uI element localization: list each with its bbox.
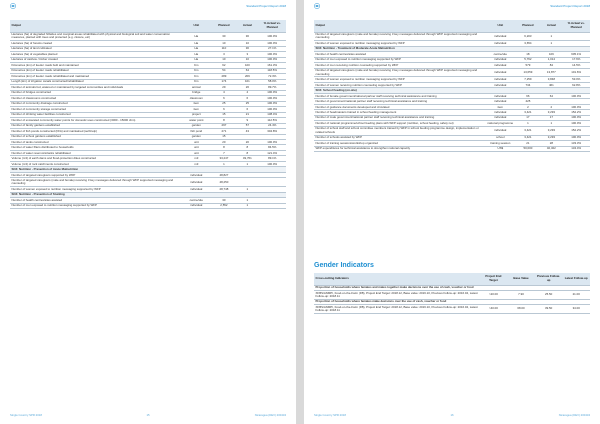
table-cell: Number of men exposed to nutrition messaging supported by WFP xyxy=(314,57,485,62)
table-cell: US$ xyxy=(485,146,515,151)
table-cell: 101 xyxy=(236,79,258,84)
table-cell: 8 xyxy=(211,145,236,150)
table-cell: Number of school gardens established xyxy=(10,134,181,139)
table-cell: 28 xyxy=(540,141,562,146)
table-cell: 27.1% xyxy=(258,46,286,51)
table-cell: individual xyxy=(485,77,515,82)
table-cell: 18 xyxy=(515,52,540,57)
table-cell: 2,552 xyxy=(211,203,236,208)
table-cell: 100.0% xyxy=(258,57,286,62)
table-row xyxy=(314,305,590,314)
table-cell: Number of national programme/school feeding plans with WFP support (nutrition, school feeding, safety net) xyxy=(314,121,485,126)
table-cell: 100.0% xyxy=(258,52,286,57)
table-cell: Number of women exposed to nutrition messaging supported by WFP xyxy=(314,41,485,46)
table-cell: unit xyxy=(181,150,211,155)
table-cell: item xyxy=(485,104,515,109)
table-cell: 3,421 xyxy=(515,110,540,115)
table-cell: individual xyxy=(485,32,515,41)
table-cell: Number of fish ponds constructed (FFA) and maintained (self-help) xyxy=(10,129,181,134)
table-cell: individual xyxy=(485,115,515,120)
table-cell: Kilometres (km) of feeder roads rehabilitated xyxy=(10,68,181,73)
table-cell: 100.0% xyxy=(562,115,590,120)
table-cell: Km xyxy=(181,79,211,84)
table-cell: 25 xyxy=(236,101,258,106)
table-cell: Number of excavated community water points for domestic uses constructed (3000 - 15000 cbm) xyxy=(10,118,181,123)
table-cell: >40.00 xyxy=(480,305,508,314)
table-cell: 33,247 xyxy=(211,156,236,161)
table-cell: Volume (m3) of earth dams and flood-protection dikes constructed xyxy=(10,156,181,161)
table-cell: Hectares (ha) of forests created xyxy=(10,41,181,46)
table-cell: Kilometres (km) of feeder roads built and maintained xyxy=(10,63,181,68)
table-cell: 3,848 xyxy=(540,77,562,82)
table-cell: 40,322 xyxy=(540,146,562,151)
table-cell: water point xyxy=(181,118,211,123)
table-cell: 21 xyxy=(515,141,540,146)
page-number: 15 xyxy=(146,413,150,417)
page-header: Standard Project Report 2018 xyxy=(246,4,286,8)
table-cell: 84 xyxy=(540,63,562,68)
table-cell: 30 xyxy=(211,32,236,41)
table-cell: 62 xyxy=(211,63,236,68)
table-cell: 3,654 xyxy=(515,41,540,46)
table-cell: 68.00 xyxy=(507,305,535,314)
table-cell: Number of bridges constructed xyxy=(10,90,181,95)
gender-indicators-table xyxy=(314,273,590,314)
table-cell: 100.0% xyxy=(258,41,286,46)
table-cell: 100 xyxy=(236,63,258,68)
table-cell: 1 xyxy=(211,161,236,166)
table-cell: 1 xyxy=(236,161,258,166)
table-cell: 89.1% xyxy=(258,156,286,161)
table-cell: Kilometres (km) of feeder roads rehabilitated and maintained xyxy=(10,74,181,79)
footer-right: Nicaragua (DEV) 200434 xyxy=(254,413,286,417)
table-cell: 64 xyxy=(540,93,562,98)
table-cell: 30 xyxy=(211,198,236,203)
table-cell: Number of women exposed to nutrition messaging supported by WFP xyxy=(10,187,181,192)
table-cell: 100.0% xyxy=(562,104,590,109)
table-cell: Number of men receiving nutrition counseling supported by WFP xyxy=(314,63,485,68)
column-header: Cross-cutting Indicators xyxy=(314,273,480,285)
table-cell: 10 xyxy=(211,57,236,62)
table-cell: Number of drinking water facilities constructed xyxy=(10,112,181,117)
table-cell: 3,293 xyxy=(540,110,562,115)
table-cell: Number of targeted caregivers (male and female) receiving 3 key messages delivered through WFP supported messaging and counseling xyxy=(314,32,485,41)
section-heading: SO4: Nutrition - Treatment of Moderate Acute Malnutrition xyxy=(314,46,590,51)
table-cell: 66 xyxy=(515,93,540,98)
table-cell: Number of family gardens established xyxy=(10,123,181,128)
table-row xyxy=(10,178,286,187)
column-header: Unit xyxy=(485,20,515,32)
table-cell: Ha xyxy=(181,32,211,41)
table-cell: 24.4% xyxy=(258,123,286,128)
column-header: Unit xyxy=(181,20,211,32)
table-cell: Number of community drainage constructed xyxy=(10,101,181,106)
table-cell: 17 xyxy=(515,115,540,120)
table-cell: 100.0% xyxy=(258,161,286,166)
table-cell: Km xyxy=(181,63,211,68)
section-heading: SO4: Nutrition - Prevention of Acute Malnutrition xyxy=(10,167,286,172)
table-cell: 20 xyxy=(211,140,236,145)
table-cell: 72.3% xyxy=(258,74,286,79)
table-row xyxy=(314,146,590,151)
table-cell: 101.6% xyxy=(562,68,590,77)
table-cell: Number of government/national partner staff receiving technical assistance and training xyxy=(314,99,485,104)
table-cell: 10 xyxy=(236,57,258,62)
table-cell: 57 xyxy=(236,123,258,128)
table-cell: XFBS/ANMPI, Food-on-the-Farm (FB), Project End Target: 2018.12, Base value: 2016.10, Previous Follow-up: 2016.04, Latest Follow-up: 2018.11 xyxy=(314,290,480,299)
table-cell: individual xyxy=(181,187,211,192)
table-cell: 3 xyxy=(211,52,236,57)
table-cell: animal xyxy=(181,85,211,90)
table-cell: 100.0% xyxy=(258,32,286,41)
table-cell: 1 xyxy=(540,32,562,41)
table-cell: Number of classrooms constructed xyxy=(10,96,181,101)
table-cell: Number of men exposed to nutrition messaging supported by WFP xyxy=(10,203,181,208)
table-cell: >20.00 xyxy=(480,290,508,299)
table-cell: Number of school staff and school committee members trained by WFP in school feeding programme design, implementation or related schools xyxy=(314,126,485,135)
table-cell: 2 xyxy=(515,104,540,109)
table-cell: Number of training sessions/workshop organized xyxy=(314,141,485,146)
table-cell: 6 xyxy=(211,96,236,101)
table-cell: 1 xyxy=(515,121,540,126)
gender-indicators-title: Gender Indicators xyxy=(314,262,374,269)
table-cell: classroom xyxy=(181,96,211,101)
table-cell: m3 xyxy=(181,161,211,166)
table-cell: 152.2% xyxy=(562,126,590,135)
table-cell: 425 xyxy=(515,99,540,104)
wfp-logo-icon xyxy=(10,3,16,9)
column-header: Actual xyxy=(236,20,258,32)
table-cell: 39.50 xyxy=(535,305,563,314)
footer-left: Single Country SPR 2018 xyxy=(314,413,346,417)
table-cell: 304.8% xyxy=(258,129,286,134)
table-cell: individual xyxy=(181,172,211,177)
table-cell: 1 xyxy=(236,198,258,203)
column-header: Planned xyxy=(211,20,236,32)
table-cell: Number of women exposed to nutrition messaging supported by WFP xyxy=(314,77,485,82)
table-cell: 138.4% xyxy=(258,112,286,117)
table-cell: fish pond xyxy=(181,129,211,134)
table-cell: 20 xyxy=(236,140,258,145)
column-header: Planned xyxy=(515,20,540,32)
table-cell: training session xyxy=(485,141,515,146)
table-cell: 100.0% xyxy=(258,140,286,145)
table-row xyxy=(314,32,590,41)
table-cell: individual xyxy=(485,99,515,104)
table-cell: 4 xyxy=(236,90,258,95)
table-cell: 25.50 xyxy=(535,290,563,299)
column-header: Base Value xyxy=(507,273,535,285)
table-cell: Hectares (ha) of degraded hillsides and marginal areas rehabilitated with physical and biological soil and water conservation measures, planted with trees and protected (e.g. closure, etc) xyxy=(10,32,181,41)
table-cell: 100.0% xyxy=(258,101,286,106)
table-cell: 134.4% xyxy=(562,146,590,151)
table-cell: 58.0% xyxy=(258,79,286,84)
table-cell: centre/site xyxy=(485,52,515,57)
table-cell: 9 xyxy=(236,118,258,123)
table-cell: 209 xyxy=(236,74,258,79)
column-header: Latest Follow-up xyxy=(562,273,590,285)
table-cell: Number of headmasters trained in school feeding management xyxy=(314,110,485,115)
table-cell: 1,014 xyxy=(540,57,562,62)
table-cell: 30 xyxy=(236,32,258,41)
table-cell: Number of animals fed, watered or maintained by targeted communities and individuals xyxy=(10,85,181,90)
table-cell: Km xyxy=(181,74,211,79)
section-heading: SO4: School Feeding (on-site) xyxy=(314,88,590,93)
table-cell: 8 xyxy=(236,150,258,155)
output-table-right xyxy=(314,20,590,152)
table-cell: 64 xyxy=(236,68,258,73)
table-cell: 54 xyxy=(211,68,236,73)
table-cell: 174 xyxy=(211,79,236,84)
table-cell: 7 xyxy=(211,150,236,155)
table-cell: individual xyxy=(485,63,515,68)
table-cell: 34.00 xyxy=(562,305,590,314)
table-cell: 121.4% xyxy=(258,150,286,155)
table-cell: individual xyxy=(485,68,515,77)
section-heading: SO4: Nutrition - Prevention of Stunting xyxy=(10,192,286,197)
table-cell: 21 xyxy=(236,112,258,117)
table-cell: 48,250 xyxy=(211,178,236,187)
table-cell: individual xyxy=(181,178,211,187)
table-cell: 109 xyxy=(540,52,562,57)
table-cell: 112.5% xyxy=(258,118,286,123)
table-cell: Number of health centres/sites assisted xyxy=(10,198,181,203)
table-cell: 10 xyxy=(211,41,236,46)
table-cell: 4 xyxy=(211,90,236,95)
table-cell: 6 xyxy=(236,107,258,112)
table-cell: 3,421 xyxy=(515,135,540,140)
table-cell: Number of targeted caregivers supported by WFP xyxy=(10,172,181,177)
table-cell xyxy=(562,32,590,41)
table-cell: individual xyxy=(485,41,515,46)
table-cell: 7,259 xyxy=(515,77,540,82)
table-cell: Km xyxy=(181,68,211,73)
table-row xyxy=(314,126,590,135)
table-cell: individual xyxy=(181,203,211,208)
table-cell: individual xyxy=(485,57,515,62)
table-cell: 62.8% xyxy=(562,82,590,87)
table-cell: 13,877 xyxy=(540,68,562,77)
column-header: % Actual vs. Planned xyxy=(562,20,590,32)
table-cell: 3,293 xyxy=(540,135,562,140)
table-cell: 734 xyxy=(515,82,540,87)
table-cell: 30 xyxy=(236,46,258,51)
table-cell: 6 xyxy=(211,107,236,112)
table-cell: 461 xyxy=(540,82,562,87)
table-cell: 118.5% xyxy=(258,68,286,73)
left-page xyxy=(0,0,296,424)
table-cell: 21.00 xyxy=(562,290,590,299)
table-cell: Number of community storage constructed xyxy=(10,107,181,112)
column-header: Output xyxy=(10,20,181,32)
table-cell: individual xyxy=(485,93,515,98)
page-number: 16 xyxy=(450,413,454,417)
table-cell: 100.0% xyxy=(562,121,590,126)
table-row xyxy=(314,290,590,299)
table-cell: individual xyxy=(485,126,515,135)
table-cell: Number of male government/national partner staff receiving technical assistance and training xyxy=(314,115,485,120)
table-cell: 3,293 xyxy=(540,126,562,135)
table-cell: 1 xyxy=(236,203,258,208)
right-page xyxy=(304,0,600,424)
table-cell: 25 xyxy=(211,101,236,106)
table-cell: 100.0% xyxy=(258,107,286,112)
wfp-logo-icon xyxy=(314,3,320,9)
column-header: Previous Follow-up xyxy=(535,273,563,285)
table-cell: 1 xyxy=(540,41,562,46)
table-row xyxy=(10,32,286,41)
table-cell: individual xyxy=(485,110,515,115)
table-cell: Volume (m3) of rock catchments constructed xyxy=(10,161,181,166)
column-header: % Actual vs. Planned xyxy=(258,20,286,32)
table-cell: individual xyxy=(485,82,515,87)
table-cell: Ha xyxy=(181,46,211,51)
table-cell: 17.6% xyxy=(562,57,590,62)
table-cell: Number of female government/national partner staff receiving technical assistance and training xyxy=(314,93,485,98)
table-cell: unit xyxy=(181,145,211,150)
table-cell: 5,762 xyxy=(515,57,540,62)
table-cell xyxy=(258,203,286,208)
page-footer xyxy=(10,413,286,418)
table-cell: m3 xyxy=(181,156,211,161)
table-cell: project xyxy=(181,112,211,117)
table-cell: 110 xyxy=(211,46,236,51)
table-cell: Number of guidance documents developed and circulated xyxy=(314,104,485,109)
table-cell: 271 xyxy=(211,129,236,134)
table-cell: Number of tanks constructed xyxy=(10,140,181,145)
table-cell: 6,203 xyxy=(515,32,540,41)
table-cell: 29 xyxy=(211,85,236,90)
table-cell: 100.0% xyxy=(562,93,590,98)
indicator-title: Proportion of households where females and males together make decisions over the use of cash, voucher or food xyxy=(314,285,590,290)
table-cell: school xyxy=(485,135,515,140)
column-header: Output xyxy=(314,20,485,32)
indicator-title: Proportion of households where females make decisions over the use of cash, voucher or food xyxy=(314,299,590,304)
table-cell: 1 xyxy=(540,121,562,126)
table-cell: 89.7% xyxy=(258,85,286,90)
table-cell: 49,761 xyxy=(236,156,258,161)
table-row xyxy=(314,68,590,77)
table-cell: 289 xyxy=(211,74,236,79)
table-cell: 100.0% xyxy=(258,90,286,95)
column-header: Actual xyxy=(540,20,562,32)
table-cell: 161.3% xyxy=(258,63,286,68)
table-cell: WFP expenditures for technical assistance to strengthen national capacity xyxy=(314,146,485,151)
table-cell: Number of water reservoirs/tanks rehabilitated xyxy=(10,150,181,155)
table-row xyxy=(10,203,286,208)
table-cell: XFBS/ANMPI, Food-on-the-Farm (FB), Project End Target: 2018.12, Base value: 2016.10, Previous Follow-up: 2016.04, Latest Follow-up: 2018.11 xyxy=(314,305,480,314)
table-cell: bridge xyxy=(181,90,211,95)
table-cell: Number of women receiving nutrition counseling supported by WFP xyxy=(314,82,485,87)
table-cell: 8 xyxy=(211,118,236,123)
table-cell: 133.3% xyxy=(562,141,590,146)
table-cell: 579 xyxy=(515,63,540,68)
table-cell: Number of water filters distributed to households xyxy=(10,145,181,150)
table-cell: Number of schools assisted by WFP xyxy=(314,135,485,140)
footer-left: Single Country SPR 2018 xyxy=(10,413,42,417)
table-cell: garden xyxy=(181,134,211,139)
table-cell: 53.0% xyxy=(562,77,590,82)
column-header: Project End Target xyxy=(480,273,508,285)
table-cell: 14.5% xyxy=(562,63,590,68)
table-cell: 10 xyxy=(236,41,258,46)
table-cell: 50,000 xyxy=(515,146,540,151)
table-cell: 6 xyxy=(236,96,258,101)
table-cell: item xyxy=(181,101,211,106)
table-cell: 17 xyxy=(540,115,562,120)
page-footer xyxy=(314,413,590,418)
table-cell: Ha xyxy=(181,57,211,62)
table-cell: 2 xyxy=(540,104,562,109)
table-cell: 7.90 xyxy=(507,290,535,299)
table-cell: 1 xyxy=(236,187,258,192)
table-cell: unit xyxy=(181,140,211,145)
table-cell: 13,659 xyxy=(515,68,540,77)
table-cell: item xyxy=(181,107,211,112)
table-cell: 3 xyxy=(236,52,258,57)
table-cell: 15 xyxy=(211,112,236,117)
table-cell: 84.5% xyxy=(258,145,286,150)
table-cell: Number of health centres/sites assisted xyxy=(314,52,485,57)
table-cell: Number of targeted caregivers (male and female) receiving 3 key messages delivered through WFP supported messaging and counseling xyxy=(314,68,485,77)
table-cell: Hectares of cashew / timber created xyxy=(10,57,181,62)
page-header: Standard Project Report 2018 xyxy=(550,4,590,8)
table-cell: 605.1% xyxy=(562,52,590,57)
table-cell: 26 xyxy=(236,85,258,90)
table-cell: Length (km) of irrigation canals constructed/rehabilitated xyxy=(10,79,181,84)
table-cell: 48,827 xyxy=(211,172,236,177)
footer-right: Nicaragua (DEV) 200434 xyxy=(558,413,590,417)
table-cell: Number of targeted caregivers (male and female) receiving 3 key messages delivered through WFP supported messaging and counseling xyxy=(10,178,181,187)
table-cell: 8 xyxy=(236,145,258,150)
table-cell: national programme xyxy=(485,121,515,126)
table-cell: Hectares (ha) of land cultivated xyxy=(10,46,181,51)
table-cell: 297 xyxy=(211,123,236,128)
table-cell: 28,748 xyxy=(211,187,236,192)
table-cell: 43 xyxy=(236,129,258,134)
table-cell: centre/site xyxy=(181,198,211,203)
table-cell: 15 xyxy=(211,134,236,139)
table-cell xyxy=(258,178,286,187)
table-cell: Hectares (ha) of vegetables planted xyxy=(10,52,181,57)
table-cell xyxy=(236,178,258,187)
table-cell: 100.0% xyxy=(562,135,590,140)
table-cell: 152.2% xyxy=(562,110,590,115)
table-cell: garden xyxy=(181,123,211,128)
table-cell: 100.0% xyxy=(258,96,286,101)
table-cell: Ha xyxy=(181,52,211,57)
table-cell: 3,421 xyxy=(515,126,540,135)
table-cell: Ha xyxy=(181,41,211,46)
output-table-left xyxy=(10,20,286,209)
